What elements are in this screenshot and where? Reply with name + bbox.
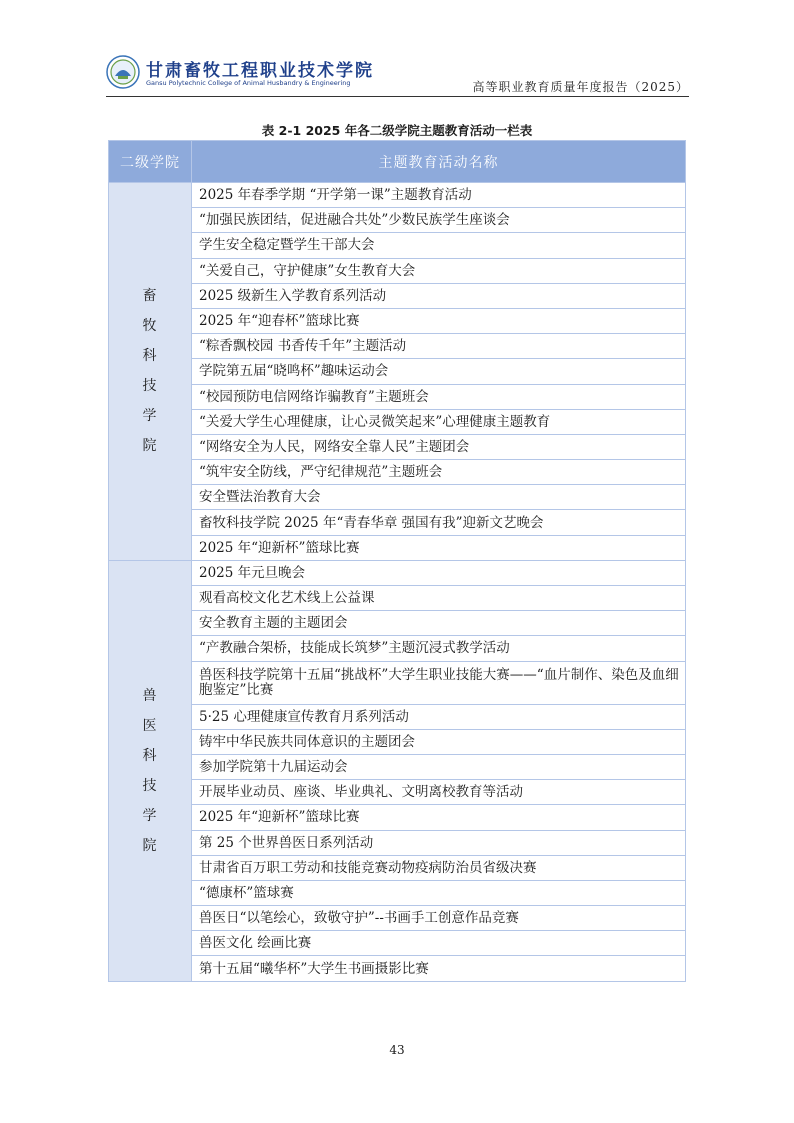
activity-cell: “加强民族团结，促进融合共处”少数民族学生座谈会 <box>192 208 686 233</box>
table-row <box>109 880 686 905</box>
activities-table <box>108 140 686 982</box>
table-row <box>109 283 686 308</box>
college-name: 兽医科技学院 <box>142 687 158 854</box>
table-row <box>109 535 686 560</box>
table-row <box>109 611 686 636</box>
college-cell <box>109 560 192 981</box>
table-row <box>109 780 686 805</box>
table-row <box>109 409 686 434</box>
table-row <box>109 434 686 459</box>
activity-cell: “筑牢安全防线，严守纪律规范”主题班会 <box>192 460 686 485</box>
activity-cell: “粽香飘校园 书香传千年”主题活动 <box>192 334 686 359</box>
table-row <box>109 258 686 283</box>
table-row <box>109 359 686 384</box>
table-row <box>109 334 686 359</box>
table-row <box>109 384 686 409</box>
table-caption: 表 2-1 2025 年各二级学院主题教育活动一栏表 <box>261 123 533 138</box>
table-row <box>109 855 686 880</box>
activity-cell: 开展毕业动员、座谈、毕业典礼、文明离校教育等活动 <box>192 780 686 805</box>
table-row <box>109 586 686 611</box>
school-name: 甘肃畜牧工程职业技术学院 <box>146 61 374 81</box>
school-name-en: Gansu Polytechnic College of Animal Husbandry & Engineering <box>146 79 351 87</box>
college-cell <box>109 183 192 561</box>
activity-cell: “德康杯”篮球赛 <box>192 880 686 905</box>
activity-cell: 兽医日“以笔绘心，致敬守护”--书画手工创意作品竞赛 <box>192 906 686 931</box>
column-header-college: 二级学院 <box>109 141 192 183</box>
activity-cell: “校园预防电信网络诈骗教育”主题班会 <box>192 384 686 409</box>
page-number: 43 <box>389 1043 405 1057</box>
table-row <box>109 485 686 510</box>
table-row <box>109 510 686 535</box>
activity-cell: “关爱自己，守护健康”女生教育大会 <box>192 258 686 283</box>
table-row <box>109 729 686 754</box>
activity-cell: 2025 年“迎新杯”篮球比赛 <box>192 535 686 560</box>
report-title: 高等职业教育质量年度报告（2025） <box>472 80 689 94</box>
table-row <box>109 906 686 931</box>
activity-cell: 安全教育主题的主题团会 <box>192 611 686 636</box>
table-row <box>109 661 686 704</box>
table-row <box>109 931 686 956</box>
table-header-row <box>109 141 686 183</box>
table-row <box>109 308 686 333</box>
table-row <box>109 830 686 855</box>
activity-cell: 安全暨法治教育大会 <box>192 485 686 510</box>
college-name: 畜牧科技学院 <box>142 288 158 455</box>
activity-cell: 5·25 心理健康宣传教育月系列活动 <box>192 704 686 729</box>
activity-cell: 学生安全稳定暨学生干部大会 <box>192 233 686 258</box>
header-divider <box>106 96 689 97</box>
activity-cell: 甘肃省百万职工劳动和技能竞赛动物疫病防治员省级决赛 <box>192 855 686 880</box>
activity-cell: 铸牢中华民族共同体意识的主题团会 <box>192 729 686 754</box>
table-row <box>109 754 686 779</box>
school-logo-icon <box>106 55 140 89</box>
table-row <box>109 183 686 208</box>
table-row <box>109 636 686 661</box>
activity-cell: 畜牧科技学院 2025 年“青春华章 强国有我”迎新文艺晚会 <box>192 510 686 535</box>
table-row <box>109 956 686 981</box>
page-header <box>106 50 689 96</box>
activity-cell: 2025 年春季学期 “开学第一课”主题教育活动 <box>192 183 686 208</box>
table-row <box>109 233 686 258</box>
activity-cell: “网络安全为人民，网络安全靠人民”主题团会 <box>192 434 686 459</box>
activity-cell: 2025 年“迎春杯”篮球比赛 <box>192 308 686 333</box>
activity-cell: 2025 年“迎新杯”篮球比赛 <box>192 805 686 830</box>
table-row <box>109 560 686 585</box>
table-body <box>109 183 686 982</box>
activity-cell: 兽医文化 绘画比赛 <box>192 931 686 956</box>
activity-cell: 2025 级新生入学教育系列活动 <box>192 283 686 308</box>
activity-cell: 观看高校文化艺术线上公益课 <box>192 586 686 611</box>
activity-cell: “产教融合架桥，技能成长筑梦”主题沉浸式教学活动 <box>192 636 686 661</box>
activity-cell: 兽医科技学院第十五届“挑战杯”大学生职业技能大赛——“血片制作、染色及血细胞鉴定”比赛 <box>192 661 686 704</box>
table-row <box>109 704 686 729</box>
activity-cell: 2025 年元旦晚会 <box>192 560 686 585</box>
activity-cell: “关爱大学生心理健康，让心灵微笑起来”心理健康主题教育 <box>192 409 686 434</box>
table-row <box>109 208 686 233</box>
activity-cell: 学院第五届“晓鸣杯”趣味运动会 <box>192 359 686 384</box>
table-row <box>109 805 686 830</box>
activity-cell: 第 25 个世界兽医日系列活动 <box>192 830 686 855</box>
column-header-activity: 主题教育活动名称 <box>192 141 686 183</box>
table-row <box>109 460 686 485</box>
activity-cell: 第十五届“曦华杯”大学生书画摄影比赛 <box>192 956 686 981</box>
activity-cell: 参加学院第十九届运动会 <box>192 754 686 779</box>
